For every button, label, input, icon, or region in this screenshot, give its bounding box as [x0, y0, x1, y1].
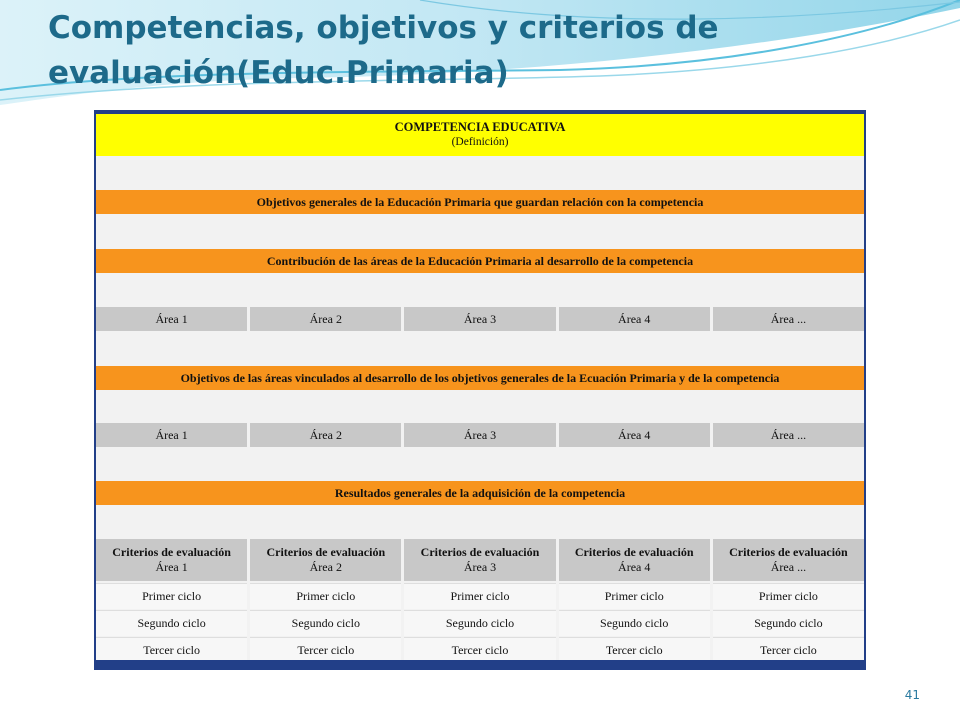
competencia-title: COMPETENCIA EDUCATIVA — [394, 120, 566, 134]
area-cell: Área 1 — [96, 423, 247, 447]
criterios-label: Criterios de evaluación — [729, 545, 848, 559]
criterios-header-cell — [96, 539, 247, 581]
competencia-header — [96, 114, 864, 156]
areas-row-2 — [96, 423, 864, 447]
resultados-band: Resultados generales de la adquisición de la competencia — [96, 481, 864, 505]
ciclo-row-segundo — [96, 610, 864, 636]
criterios-area: Área 1 — [155, 560, 188, 574]
ciclo-cell: Primer ciclo — [96, 583, 247, 609]
criterios-header-row — [96, 539, 864, 581]
criterios-header-cell — [250, 539, 401, 581]
areas-row-1 — [96, 307, 864, 331]
area-cell: Área ... — [713, 423, 864, 447]
ciclo-cell: Segundo ciclo — [713, 610, 864, 636]
criterios-label: Criterios de evaluación — [420, 545, 540, 559]
ciclo-cell: Segundo ciclo — [404, 610, 555, 636]
ciclo-cell: Tercer ciclo — [713, 637, 864, 663]
criterios-label: Criterios de evaluación — [112, 545, 231, 559]
page-number: 41 — [904, 688, 920, 702]
ciclo-cell: Primer ciclo — [559, 583, 710, 609]
ciclo-cell: Tercer ciclo — [96, 637, 247, 663]
objetivos-generales-band: Objetivos generales de la Educación Primaria que guardan relación con la competencia — [96, 190, 864, 214]
area-cell: Área 2 — [250, 307, 401, 331]
area-cell: Área 2 — [250, 423, 401, 447]
table-bottom-bar — [96, 660, 864, 664]
criterios-label: Criterios de evaluación — [266, 545, 386, 559]
area-cell: Área 1 — [96, 307, 247, 331]
objetivos-areas-band: Objetivos de las áreas vinculados al desarrollo de los objetivos generales de la Ecuación Primaria y de la competencia — [96, 366, 864, 390]
area-cell: Área ... — [713, 307, 864, 331]
slide-title: Competencias, objetivos y criterios de evaluación(Educ.Primaria) — [48, 10, 719, 91]
criterios-header-cell — [713, 539, 864, 581]
ciclo-cell: Segundo ciclo — [559, 610, 710, 636]
criterios-header-cell — [404, 539, 555, 581]
ciclo-cell: Segundo ciclo — [250, 610, 401, 636]
area-cell: Área 3 — [404, 307, 555, 331]
ciclo-row-primer — [96, 583, 864, 609]
area-cell: Área 4 — [559, 423, 710, 447]
criterios-area: Área 4 — [618, 560, 651, 574]
ciclo-cell: Tercer ciclo — [559, 637, 710, 663]
criterios-header-cell — [559, 539, 710, 581]
ciclo-cell: Primer ciclo — [250, 583, 401, 609]
competency-table — [96, 114, 864, 664]
area-cell: Área 4 — [559, 307, 710, 331]
criterios-area: Área 2 — [309, 560, 342, 574]
area-cell: Área 3 — [404, 423, 555, 447]
ciclo-cell: Primer ciclo — [713, 583, 864, 609]
ciclo-cell: Primer ciclo — [404, 583, 555, 609]
criterios-label: Criterios de evaluación — [574, 545, 694, 559]
ciclo-cell: Tercer ciclo — [404, 637, 555, 663]
competencia-subtitle: (Definición) — [451, 136, 509, 148]
contribucion-band: Contribución de las áreas de la Educación Primaria al desarrollo de la competencia — [96, 249, 864, 273]
ciclo-cell: Tercer ciclo — [250, 637, 401, 663]
ciclo-cell: Segundo ciclo — [96, 610, 247, 636]
criterios-area: Área 3 — [463, 560, 497, 574]
criterios-area: Área ... — [770, 560, 807, 574]
